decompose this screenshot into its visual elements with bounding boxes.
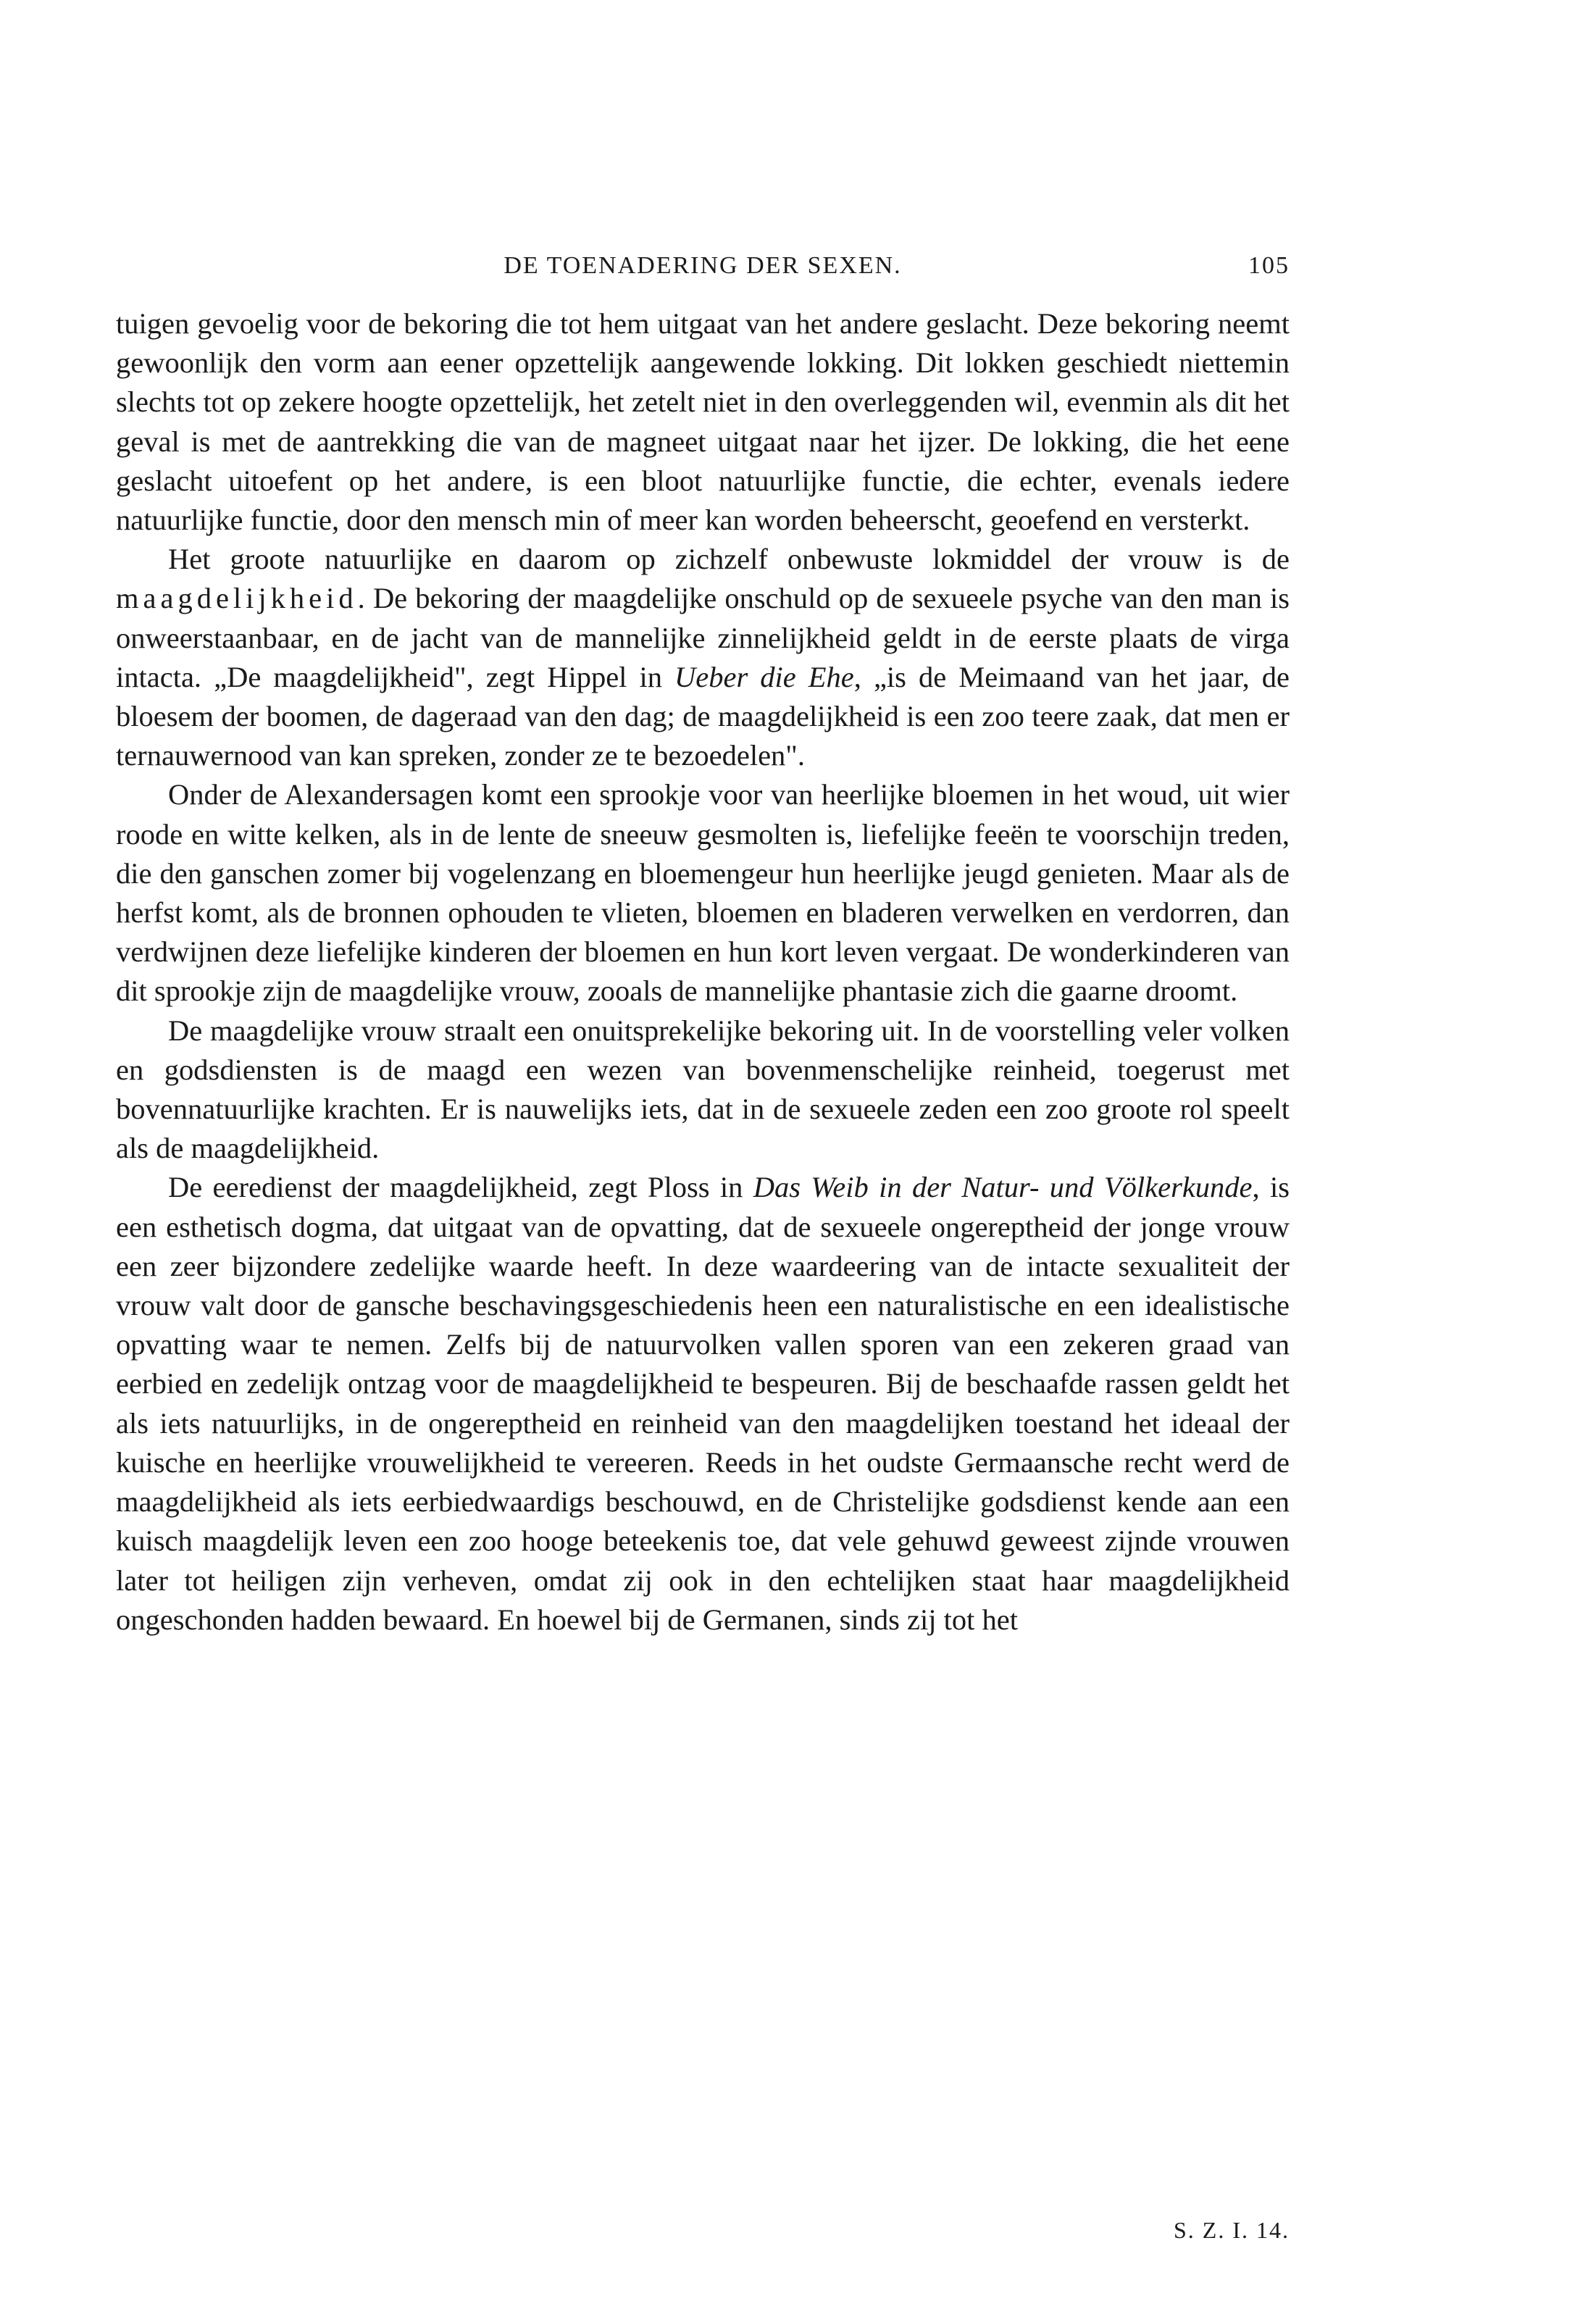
paragraph-2-text-a: Het groote natuurlijke en daarom op zichzelf onbewuste lokmiddel der vrouw is de <box>168 543 1290 576</box>
paragraph-2-text-c: , „is de Meimaand van het jaar, de bloesem der boomen, de dageraad van den dag; de maagdelijkheid is een zoo teere zaak, dat men er ternauwernood van kan spreken, zonder ze te bezoedelen". <box>116 660 1290 772</box>
paragraph-5-text-b: , is een esthetisch dogma, dat uitgaat van de opvatting, dat de sexueele ongereptheid der jonge vrouw een zeer bijzondere zedelijke waarde heeft. In deze waardeering van de intacte sexualiteit der vrouw valt door de gansche beschavingsgeschiedenis heen een naturalistische en een idealistische opvatting waar te nemen. Zelfs bij de natuurvolken vallen sporen van een zekeren graad van eerbied en zedelijk ontzag voor de maagdelijkheid te bespeuren. Bij de beschaafde rassen geldt het als iets natuurlijks, in de ongereptheid en reinheid van den maagdelijken toestand het ideaal der kuische en heerlijke vrouwelijkheid te vereeren. Reeds in het oudste Germaansche recht werd de maagdelijkheid als iets eerbiedwaardigs beschouwd, en de Christelijke godsdienst kende aan een kuisch maagdelijk leven een zoo hooge beteekenis toe, dat vele gehuwd geweest zijnde vrouwen later tot heiligen zijn verheven, omdat zij ook in den echtelijken staat haar maagdelijkheid ongeschonden hadden bewaard. En hoewel bij de Germanen, sinds zij tot het <box>116 1171 1290 1636</box>
paragraph-3: Onder de Alexandersagen komt een sprookje voor van heerlijke bloemen in het woud, uit wier roode en witte kelken, als in de lente de sneeuw gesmolten is, liefelijke feeën te voorschijn treden, die den ganschen zomer bij vogelenzang en bloemengeur hun heerlijke jeugd genieten. Maar als de herfst komt, als de bronnen ophouden te vlieten, bloemen en bladeren verwelken en verdorren, dan verdwijnen deze liefelijke kinderen der bloemen en hun kort leven vergaat. De wonderkinderen van dit sprookje zijn de maagdelijke vrouw, zooals de mannelijke phantasie zich die gaarne droomt. <box>116 778 1290 1008</box>
spaced-emphasis: maagdelijkheid <box>116 582 358 615</box>
paragraph-2 <box>116 540 1290 775</box>
paragraph-5-text-a: De eeredienst der maagdelijkheid, zegt Ploss in <box>168 1171 753 1204</box>
body-text <box>116 304 1290 1640</box>
running-head <box>116 252 1290 288</box>
book-page <box>116 0 1290 2301</box>
printer-signature: S. Z. I. 14. <box>1174 2217 1290 2243</box>
paragraph-1: tuigen gevoelig voor de bekoring die tot hem uitgaat van het andere geslacht. Deze bekoring neemt gewoonlijk den vorm aan eener opzettelijk aangewende lokking. Dit lokken geschiedt niettemin slechts tot op zekere hoogte opzettelijk, het zetelt niet in den overleggenden wil, evenmin als dit het geval is met de aantrekking die van de magneet uitgaat naar het ijzer. De lokking, die het eene geslacht uitoefent op het andere, is een bloot natuurlijke functie, die echter, evenals iedere natuurlijke functie, door den mensch min of meer kan worden beheerscht, geoefend en versterkt. <box>116 307 1290 537</box>
book-title-italic: Ueber die Ehe <box>674 660 854 693</box>
running-title: DE TOENADERING DER SEXEN. <box>504 252 902 279</box>
paragraph-2-text-b: . De bekoring der maagdelijke onschuld op de sexueele psyche van den man is onweerstaanbaar, en de jacht van de mannelijke zinnelijkheid geldt in de eerste plaats de virga intacta. „De maagdelijkheid", zegt Hippel in <box>116 582 1290 693</box>
paragraph-5 <box>116 1168 1290 1639</box>
paragraph-4: De maagdelijke vrouw straalt een onuitsprekelijke bekoring uit. In de voorstelling veler volken en godsdiensten is de maagd een wezen van bovenmenschelijke reinheid, toegerust met bovennatuurlijke krachten. Er is nauwelijks iets, dat in de sexueele zeden een zoo groote rol speelt als de maagdelijkheid. <box>116 1014 1290 1165</box>
book-title-italic: Das Weib in der Natur- und Völkerkunde <box>753 1171 1253 1204</box>
page-number: 105 <box>1248 252 1290 279</box>
